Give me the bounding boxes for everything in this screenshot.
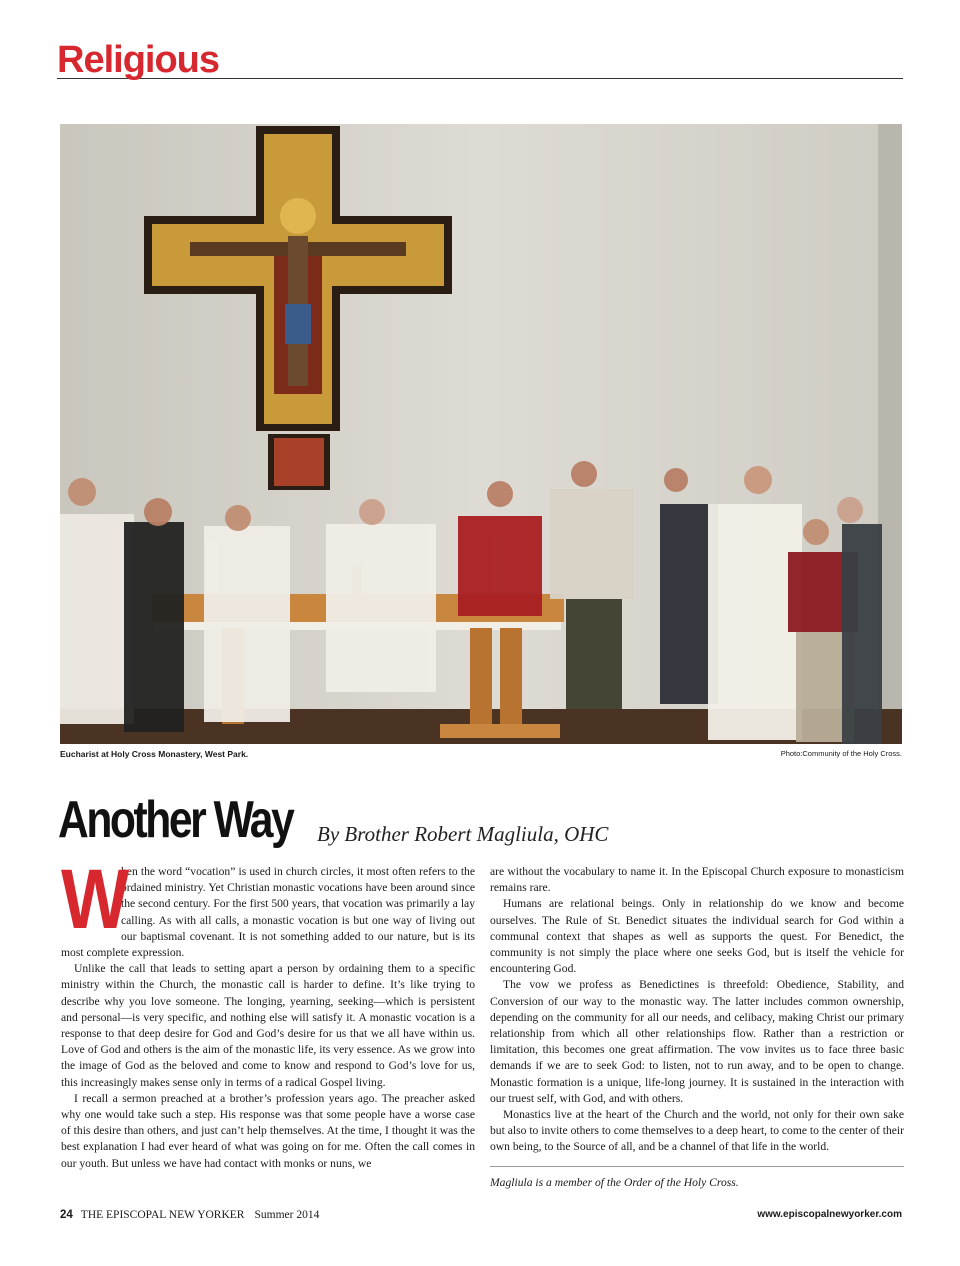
eucharist-photo-illustration	[60, 124, 902, 744]
paragraph: Humans are relational beings. Only in relationship do we know and become ourselves. The Rule of St. Benedict situates the individual search for God within a communal context that shapes as well as supports the quest. For Benedict, the community is not simply the place where one seeks God, but is itself the vehicle for encountering God.	[490, 897, 904, 976]
paragraph: Unlike the call that leads to setting apart a person by ordaining them to a specific ministry within the Church, the monastic call is harder to define. It’s like trying to describe why you love someone. The longing, yearning, seeking—which is persistent and personal—is very specific, and nothing else will satisfy it. A monastic vocation is a response to that deep desire for God and God’s desire for us that we all have within us. Love of God and others is the aim of the monastic life, its very essence. As we grow into the image of God as the beloved and come to know and respond to God’s love for us, this increasingly makes sense only in terms of a radical Gospel living.	[61, 962, 475, 1089]
footer-publication	[60, 1209, 319, 1221]
article-byline: By Brother Robert Magliula, OHC	[317, 822, 609, 846]
paragraph: are without the vocabulary to name it. In the Episcopal Church exposure to monasticism remains rare.	[490, 865, 904, 895]
issue-date: Summer 2014	[254, 1209, 320, 1221]
paragraph: The vow we profess as Benedictines is threefold: Obedience, Stability, and Conversion of our way to the monastic way. The latter includes common ownership, depending on the community for all our needs, and celibacy, making Christ our primary relationship from which all other relationships flow. Rather than a restriction or limitation, this becomes one great affirmation. The vow invites us to face three basic demands if we are to seek God: to listen, not to run away, and to be open to change. Monastic formation is a unique, life-long journey. It is sustained in the interaction with our truest self, with God, and with others.	[490, 978, 904, 1105]
photo-caption: Eucharist at Holy Cross Monastery, West Park.	[60, 749, 249, 759]
footer-website: www.episcopalnewyorker.com	[757, 1209, 902, 1220]
article-headline: Another Way	[58, 791, 293, 849]
author-bio: Magliula is a member of the Order of the Holy Cross.	[490, 1175, 739, 1189]
paragraph: Monastics live at the heart of the Church and the world, not only for their own sake but also to invite others to come themselves to a deep heart, to come to the center of their own being, to the Source of all, and be a channel of that life in the world.	[490, 1108, 904, 1154]
photo-credit: Photo:Community of the Holy Cross.	[780, 749, 902, 758]
drop-cap: W	[61, 852, 130, 946]
section-title: Religious	[57, 39, 220, 81]
paragraph	[61, 852, 475, 961]
publication-name: THE EPISCOPAL NEW YORKER	[80, 1209, 245, 1221]
photo-caption-row	[60, 749, 902, 763]
article-column-right	[490, 864, 904, 1191]
paragraph: I recall a sermon preached at a brother’s profession years ago. The preacher asked why one would take such a step. His response was that some people have a worse case of this desire than others, and just can’t help themselves. At the time, I thought it was the best explanation I had ever heard of what was going on for me. Often the call comes in our youth. But unless we have had contact with monks or nuns, we	[61, 1091, 475, 1170]
paragraph-text: hen the word “vocation” is used in church circles, it most often refers to the ordained ministry. Yet Christian monastic vocations have been around since the second century. For the first 500 years, that vocation was primarily a lay calling. As with all calls, a monastic vocation is but one way of living out our baptismal covenant. It is not something added to our nature, but is its most complete expression.	[61, 865, 475, 960]
article-column-left	[61, 852, 475, 1172]
article-photo	[60, 124, 902, 744]
section-header	[57, 38, 903, 79]
divider	[490, 1166, 904, 1167]
page-number: 24	[60, 1209, 73, 1221]
